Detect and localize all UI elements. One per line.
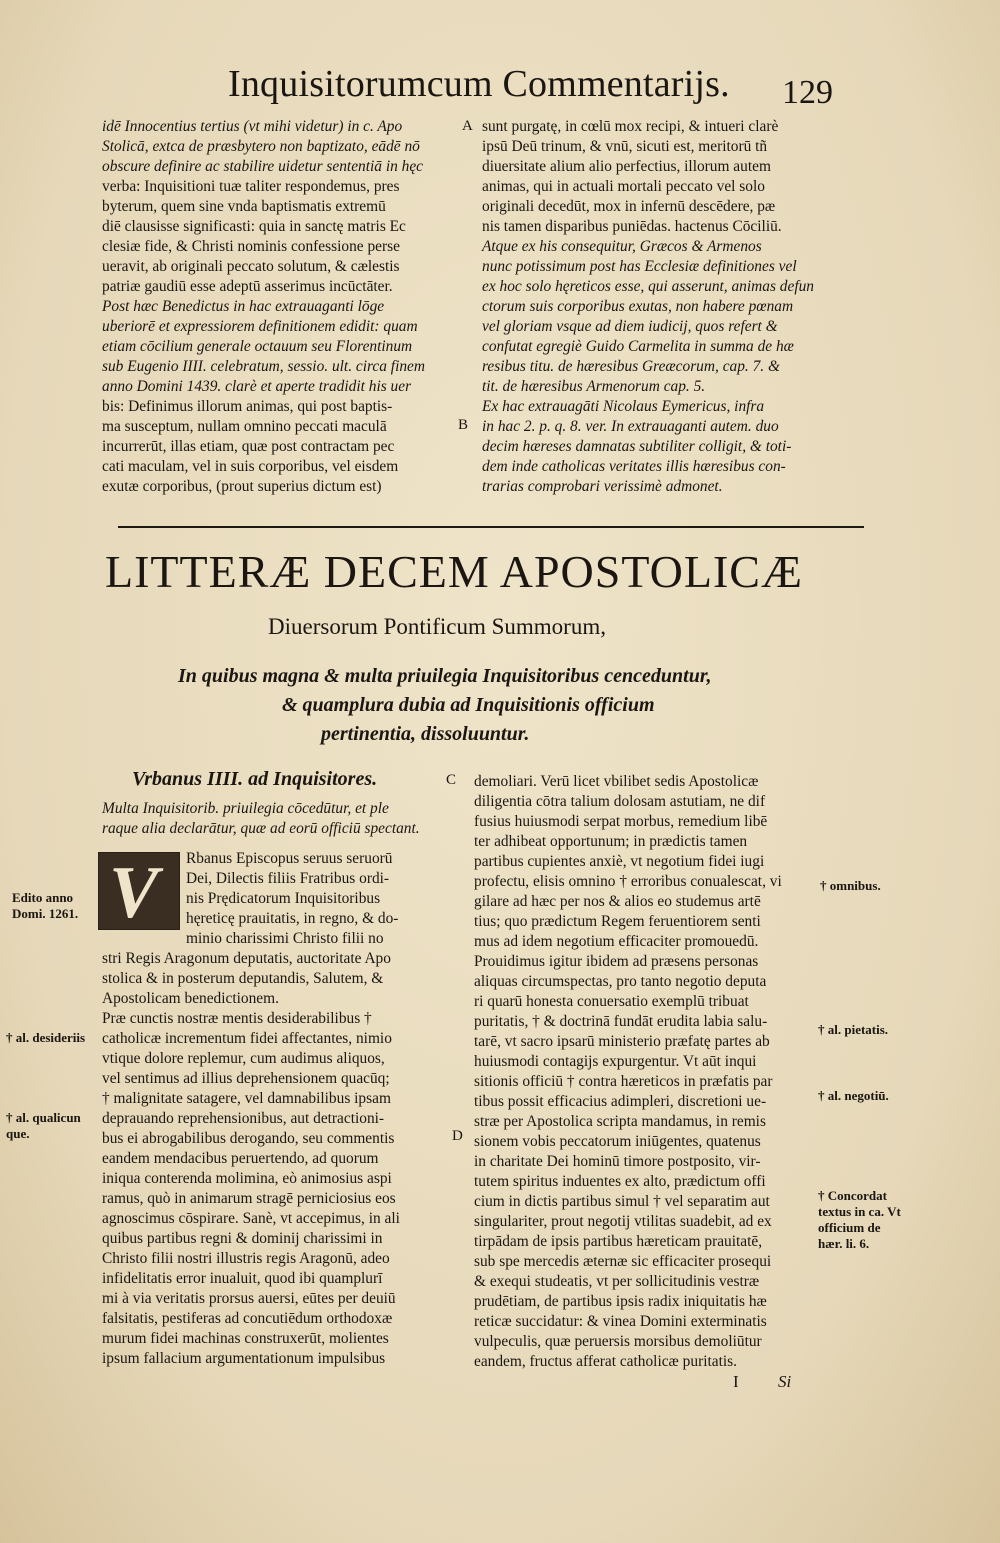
margin-note-negotiu: † al. negotiū. [818, 1088, 889, 1103]
section-letter-c: C [446, 772, 457, 788]
text-line: ramus, quò in animarum stragē perniciosius eos [102, 1190, 396, 1207]
text-line: vtique dolore replemur, cum audimus aliquos, [102, 1050, 385, 1067]
signature-mark: I [733, 1372, 739, 1391]
text-line: exutæ corporibus, (prout superius dictum est) [102, 478, 382, 495]
margin-note-desideriis: † al. desideriis [6, 1030, 86, 1045]
initial-letter: V [109, 852, 159, 934]
text-line: ri quarū honesta conuersatio exemplū tribuat [474, 993, 749, 1010]
text-line: diuersitate alium alio perfectius, illorum autem [482, 158, 771, 175]
text-line: in hac 2. p. q. 8. ver. In extrauaganti autem. duo [482, 418, 779, 435]
text-line: anno Domini 1439. clarè et aperte tradidit his uer [102, 378, 412, 395]
text-line: iniqua conterenda molimina, eò animosius aspi [102, 1170, 392, 1187]
text-line: tirpādam de ipsis partibus hæreticam prauitatē, [474, 1233, 763, 1250]
section-divider [118, 526, 864, 528]
text-line: Dei, Dilectis filiis Fratribus ordi- [186, 870, 390, 887]
text-line: idē Innocentius tertius (vt mihi videtur) in c. Apo [102, 118, 403, 135]
text-line: stolica & in posterum deputandis, Salutem, & [102, 970, 384, 987]
text-line: deprauando reprehensionibus, aut detractioni- [102, 1110, 385, 1127]
lower-right-column [474, 772, 819, 1372]
text-line: dem inde catholicas veritates illis hæresibus con- [482, 458, 786, 475]
text-line: ex hoc solo hęreticos esse, qui asserunt, animas defun [482, 278, 814, 295]
text-line: singulariter, prout negotij vtilitas suadebit, ad ex [474, 1213, 772, 1230]
catchword: Si [778, 1372, 792, 1391]
text-line: Stolicā, extca de præsbytero non baptizato, eādē nō [102, 138, 420, 155]
running-title: Inquisitorumcum Commentarijs. [228, 63, 730, 105]
description-line: & quamplura dubia ad Inquisitionis officium [282, 694, 655, 716]
text-line: catholicæ incrementum fidei affectantes, nimio [102, 1030, 392, 1047]
text-line: clesiæ fide, & Christi nominis confessione perse [102, 238, 400, 255]
lower-left-column [102, 799, 452, 1369]
section-letter-b: B [458, 417, 469, 433]
text-line: Multa Inquisitorib. priuilegia cōcedūtur, et ple [102, 800, 389, 817]
text-line: ipsū Deū trinum, & vnū, sicuti est, meritorū tñ [482, 138, 768, 155]
top-left-column [102, 117, 454, 497]
text-line: prudētiam, de partibus ipsis radix iniquitatis hæ [474, 1293, 767, 1310]
text-line: verba: Inquisitioni tuæ taliter respondemus, pres [102, 178, 400, 195]
text-line: minio charissimi Christo filii no [186, 930, 384, 947]
text-line: byterum, quem sine vnda baptismatis extremū [102, 198, 386, 215]
margin-note-qualicunque: † al. qualicun que. [6, 1110, 81, 1141]
text-line: mus ad idem negotium efficaciter promouedū. [474, 933, 759, 950]
text-line: eandem mendacibus peruertendo, ad quorum [102, 1150, 379, 1167]
text-line: sub Eugenio IIII. celebratum, sessio. ult. circa finem [102, 358, 425, 375]
text-line: Post hæc Benedictus in hac extrauaganti lōge [102, 298, 385, 315]
text-line: murum fidei machinas construxerūt, molientes [102, 1330, 389, 1347]
text-line: hęreticę prauitatis, in regno, & do- [186, 910, 399, 927]
letter-heading: Vrbanus IIII. ad Inquisitores. [132, 768, 378, 790]
text-line: bis: Definimus illorum animas, qui post baptis- [102, 398, 393, 415]
text-line: incurrerūt, illas etiam, quæ post contractam pec [102, 438, 395, 455]
text-line: in charitate Dei hominū timore postposito, vir- [474, 1153, 761, 1170]
text-line: reticæ succidatur: & vinea Domini exterminatis [474, 1313, 767, 1330]
text-line: tarē, vt sacro ipsarū ministerio præfatę partes ab [474, 1033, 770, 1050]
text-line: originali decedūt, mox in infernū descēdere, pæ [482, 198, 776, 215]
text-line: resibus titu. de hæresibus Greæcorum, cap. 7. & [482, 358, 780, 375]
text-line: cium in dictis partibus simul † vel separatim aut [474, 1193, 770, 1210]
text-line: Rbanus Episcopus seruus seruorū [186, 850, 393, 867]
text-line: stri Regis Aragonum deputatis, auctoritate Apo [102, 950, 391, 967]
top-right-column [482, 117, 827, 497]
section-letter-a: A [462, 118, 473, 134]
text-line: vel sentimus ad illius deprehensionem quacūq; [102, 1070, 390, 1087]
text-line: uberiorē et expressiorem definitionem edidit: quam [102, 318, 418, 335]
text-line: Apostolicam benedictionem. [102, 990, 279, 1007]
text-line: Christo filii nostri illustris regis Aragonū, adeo [102, 1250, 390, 1267]
text-line: decim hæreses damnatas subtiliter colligit, & toti- [482, 438, 792, 455]
text-line: sunt purgatę, in cœlū mox recipi, & intueri clarè [482, 118, 779, 135]
text-line: tibus possit efficacius adimpleri, discretioni ue- [474, 1093, 767, 1110]
text-line: gilare ad hæc per nos & alios eo studemus artē [474, 893, 761, 910]
text-line: ter adhibeat opportunum; in prædictis tamen [474, 833, 748, 850]
text-line: aliquas circumspectas, pro tanto negotio deputa [474, 973, 767, 990]
margin-note-date: Edito anno Domi. 1261. [12, 890, 79, 921]
text-line: falsitatis, pestiferas ad concutiēdum orthodoxæ [102, 1310, 393, 1327]
text-line: tutem spiritus induentes ex alto, prædictum offi [474, 1173, 766, 1190]
text-line: Atque ex his consequitur, Græcos & Armenos [482, 238, 762, 255]
text-line: ueravit, ab originali peccato solutum, & cælestis [102, 258, 400, 275]
text-line: puritatis, † & doctrinā fundāt erudita labia salu- [474, 1013, 768, 1030]
section-title: LITTERÆ DECEM APOSTOLICÆ [105, 546, 803, 597]
text-line: ctorum suis corporibus exutas, non habere pœnam [482, 298, 794, 315]
text-line: bus ei abrogabilibus derogando, seu commentis [102, 1130, 395, 1147]
text-line: nunc potissimum post has Ecclesiæ definitiones vel [482, 258, 797, 275]
text-line: demoliari. Verū licet vbilibet sedis Apostolicæ [474, 773, 759, 790]
text-line: huiusmodi contagijs expurgentur. Vt aūt inqui [474, 1053, 757, 1070]
text-line: patriæ gaudiū esse adeptū asserimus incūctāter. [102, 278, 393, 295]
text-line: obscure definire ac stabilire uidetur sententiā in hęc [102, 158, 424, 175]
text-line: Præ cunctis nostræ mentis desiderabilibus † [102, 1010, 372, 1027]
text-line: tit. de hæresibus Armenorum cap. 5. [482, 378, 706, 395]
text-line: etiam cōcilium generale octauum seu Florentinum [102, 338, 413, 355]
text-line: quibus partibus regni & dominij charissimi in [102, 1230, 383, 1247]
text-line: sitionis officiū † contra hæreticos in præfatis par [474, 1073, 773, 1090]
text-line: mi à via veritatis prorsus auersi, eūtes per deuiū [102, 1290, 396, 1307]
text-line: nis Prędicatorum Inquisitoribus [186, 890, 381, 907]
text-line: sub spe mercedis æternæ sic efficaciter prosequi [474, 1253, 772, 1270]
text-line: diligentia cōtra talium dolosam astutiam, ne dif [474, 793, 766, 810]
text-line: & exequi studeatis, vt per sollicitudinis vestræ [474, 1273, 760, 1290]
text-line: ma susceptum, nullam omnino peccati maculā [102, 418, 387, 435]
text-line: confutat egregiè Guido Carmelita in summa de hæ [482, 338, 794, 355]
margin-note-concordat: † Concordat textus in ca. Vt officium de hær. li. 6. [818, 1188, 901, 1251]
page-number: 129 [782, 74, 833, 111]
text-line: raque alia declarātur, quæ ad eorū officiū spectant. [102, 820, 420, 837]
section-description [178, 662, 778, 749]
section-letter-d: D [452, 1128, 463, 1144]
text-line: Ex hac extrauagāti Nicolaus Eymericus, infra [482, 398, 765, 415]
text-line: agnoscimus cōspirare. Sanè, vt accepimus, in ali [102, 1210, 400, 1227]
text-line: cati maculam, vel in suis corporibus, vel eisdem [102, 458, 399, 475]
text-line: partibus cupientes anxiè, vt negotium fidei iugi [474, 853, 765, 870]
text-line: tius; quo prædictum Regem feruentiorem senti [474, 913, 761, 930]
text-line: Prouidimus igitur ibidem ad præsens personas [474, 953, 759, 970]
margin-note-omnibus: † omnibus. [820, 878, 881, 893]
margin-note-pietatis: † al. pietatis. [818, 1022, 889, 1037]
text-line: trarias comprobari verissimè admonet. [482, 478, 723, 495]
text-line: vel gloriam vsque ad diem iudicij, quos refert & [482, 318, 778, 335]
text-line: vulpeculis, quæ peruersis morsibus demoliūtur [474, 1333, 762, 1350]
text-line: † malignitate satagere, vel damnabilibus ipsam [102, 1090, 391, 1107]
text-line: ipsum fallacium argumentationum impulsibus [102, 1350, 386, 1367]
text-line: diē clausisse significasti: quia in sanctę matris Ec [102, 218, 406, 235]
text-line: stræ per Apostolica scripta mandamus, in remis [474, 1113, 766, 1130]
text-line: animas, qui in actuali mortali peccato vel solo [482, 178, 765, 195]
text-line: eandem, fructus afferat catholicæ puritatis. [474, 1353, 737, 1370]
text-line: sionem vobis peccatorum iniūgentes, quatenus [474, 1133, 761, 1150]
description-line: pertinentia, dissoluuntur. [321, 723, 530, 745]
description-line: In quibus magna & multa priuilegia Inquisitoribus cenceduntur, [178, 665, 712, 687]
text-line: infidelitatis error inualuit, quod ibi quamplurī [102, 1270, 383, 1287]
text-line: nis tamen disparibus puniēdas. hactenus Cōciliū. [482, 218, 782, 235]
text-line: fusius huiusmodi serpat morbus, remedium libē [474, 813, 768, 830]
section-subtitle: Diuersorum Pontificum Summorum, [268, 614, 606, 639]
text-line: profectu, elisis omnino † erroribus conualescat, vi [474, 873, 782, 890]
